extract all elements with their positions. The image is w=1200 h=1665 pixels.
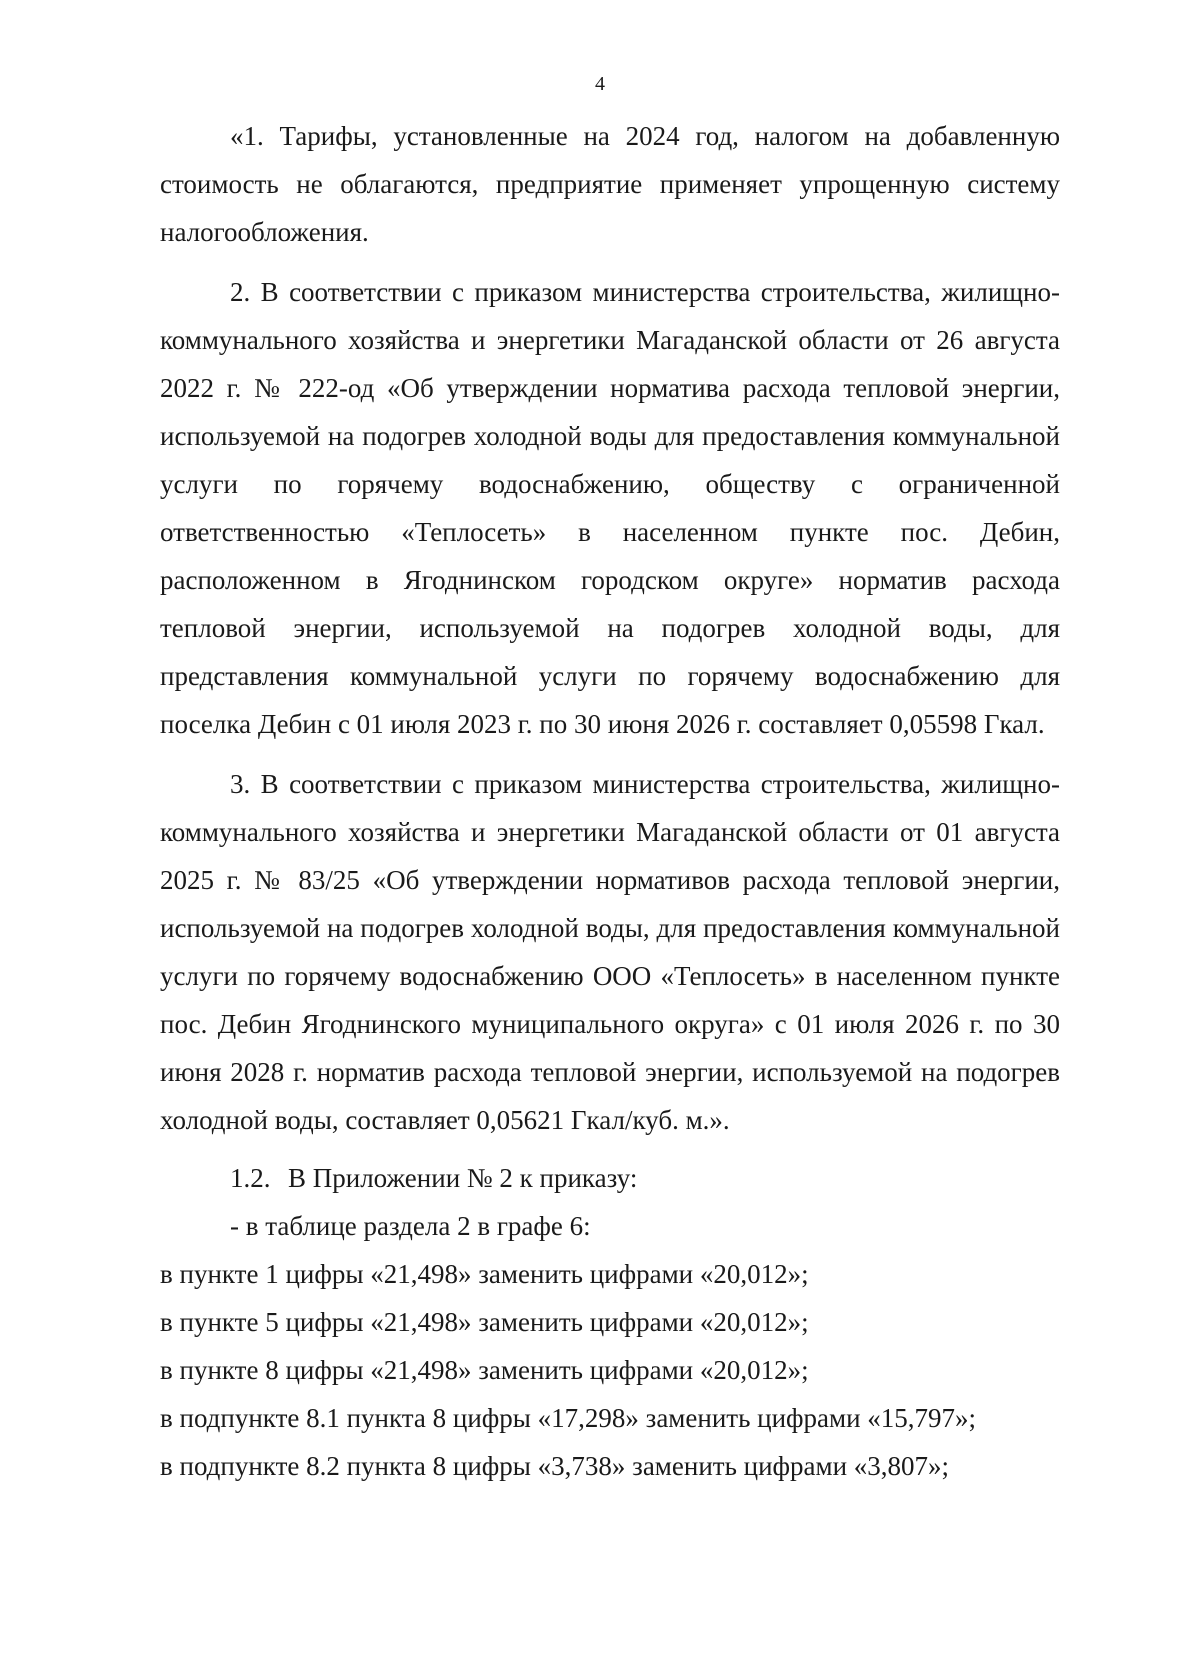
paragraph-3: 3. В соответствии с приказом министерства строительства, жилищно-коммунального хозяйства и энергетики Магаданской области от 01 августа 2025 г. № 83/25 «Об утверждении нормативов расхода тепловой энергии, используемой на подогрев холодной воды, для предоставления коммунальной услуги по горячему водоснабжению ООО «Теплосеть» в населенном пункте пос. Дебин Ягоднинского муниципального округа» с 01 июля 2026 г. по 30 июня 2028 г. норматив расхода тепловой энергии, используемой на подогрев холодной воды, составляет 0,05621 Гкал/куб. м.». <box>160 769 1060 1135</box>
amendment-item: в пункте 1 цифры «21,498» заменить цифрами «20,012»; <box>160 1259 809 1289</box>
paragraph-1: «1. Тарифы, установленные на 2024 год, налогом на добавленную стоимость не облагаются, предприятие применяет упрощенную систему налогообложения. <box>160 121 1060 247</box>
amendment-heading <box>160 1154 1060 1202</box>
paragraph-2: 2. В соответствии с приказом министерства строительства, жилищно-коммунального хозяйства и энергетики Магаданской области от 26 августа 2022 г. № 222-од «Об утверждении норматива расхода тепловой энергии, используемой на подогрев холодной воды для предоставления коммунальной услуги по горячему водоснабжению, обществу с ограниченной ответственностью «Теплосеть» в населенном пункте пос. Дебин, расположенном в Ягоднинском городском округе» норматив расхода тепловой энергии, используемой на подогрев холодной воды, для представления коммунальной услуги по горячему водоснабжению для поселка Дебин с 01 июля 2023 г. по 30 июня 2026 г. составляет 0,05598 Гкал. <box>160 277 1060 739</box>
amendment-heading-text: В Приложении № 2 к приказу: <box>288 1163 638 1193</box>
amendment-item: в подпункте 8.1 пункта 8 цифры «17,298» заменить цифрами «15,797»; <box>160 1403 977 1433</box>
document-body <box>160 112 1060 1490</box>
page-number: 4 <box>595 73 605 95</box>
amendment-number: 1.2. <box>230 1163 271 1193</box>
amendment-subheading: - в таблице раздела 2 в графе 6: <box>230 1211 591 1241</box>
amendment-item: в подпункте 8.2 пункта 8 цифры «3,738» заменить цифрами «3,807»; <box>160 1451 950 1481</box>
amendment-item: в пункте 8 цифры «21,498» заменить цифрами «20,012»; <box>160 1355 809 1385</box>
amendment-item: в пункте 5 цифры «21,498» заменить цифрами «20,012»; <box>160 1307 809 1337</box>
amendment-items-list <box>160 1250 1060 1490</box>
